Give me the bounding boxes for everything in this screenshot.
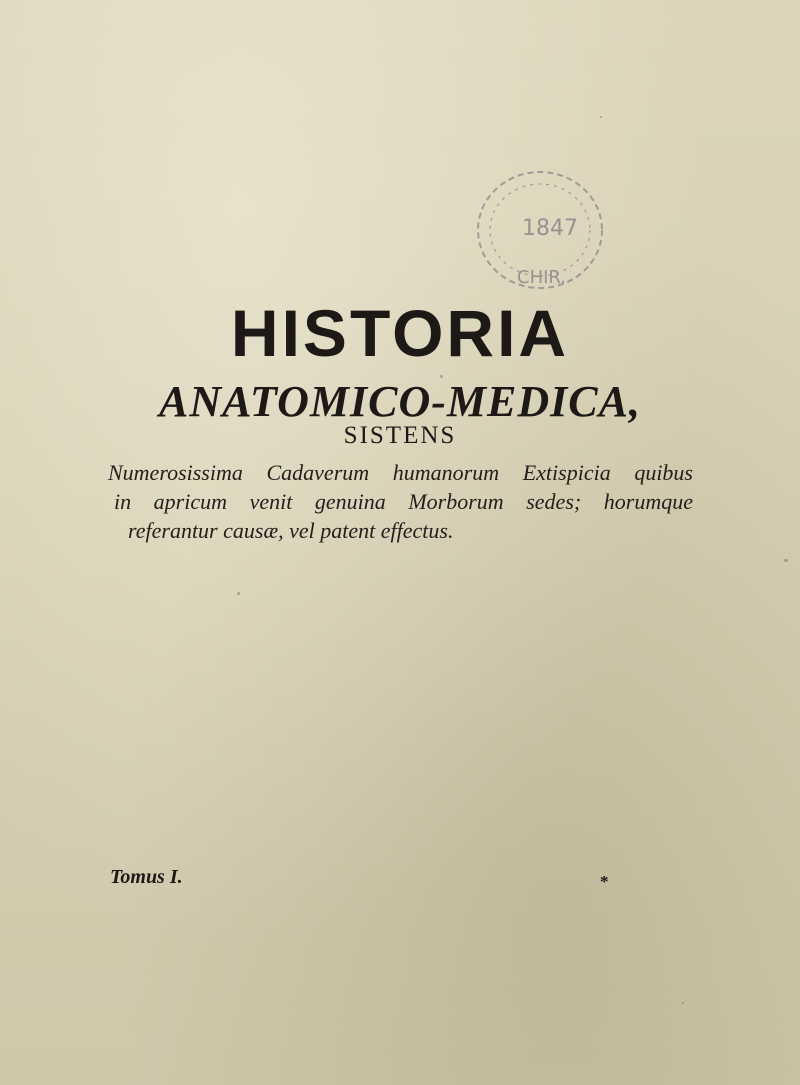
svg-text:1847: 1847 (522, 216, 578, 241)
description-line: referantur causæ, vel patent effectus. (128, 518, 454, 543)
library-stamp-graphic (462, 160, 622, 310)
paper-fleck (440, 375, 443, 378)
page-title: HISTORIA (230, 296, 570, 370)
description-line: Numerosissima Cadaverum humanorum Extispicia quibus (108, 460, 693, 485)
library-stamp (462, 160, 622, 310)
description-line: in apricum venit genuina Morborum sedes; horumque (114, 489, 693, 514)
volume-label: Tomus I. (110, 866, 183, 888)
page-subtitle: ANATOMICO-MEDICA, (159, 377, 641, 426)
sistens-heading: SISTENS (343, 422, 457, 449)
title-description (108, 458, 693, 545)
paper-fleck (237, 592, 240, 595)
paper-fleck (682, 1002, 684, 1004)
paper-fleck (600, 116, 602, 118)
signature-mark: * (600, 872, 609, 891)
svg-text:CHIR.: CHIR. (517, 267, 566, 288)
paper-fleck (784, 559, 788, 562)
